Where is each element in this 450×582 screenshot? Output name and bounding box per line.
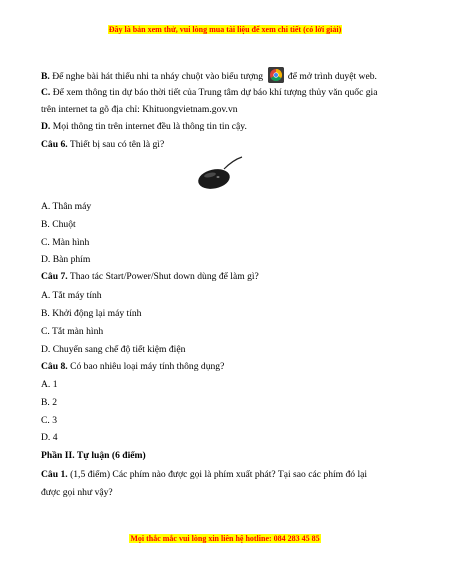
q6-option-b: B. Chuột xyxy=(41,219,76,230)
question-text: Có bao nhiêu loại máy tính thông dụng? xyxy=(70,361,225,372)
q6-option-c: C. Màn hình xyxy=(41,237,90,248)
question-text: được gọi như vậy? xyxy=(41,487,113,498)
option-text: Để xem thông tin dự báo thời tiết của Trung tâm dự báo khí tượng thủy văn quốc gia xyxy=(52,87,378,98)
q6-option-d: D. Bàn phím xyxy=(41,254,91,265)
question-6 xyxy=(41,139,164,151)
option-text: Mọi thông tin trên internet đều là thông tin tin cậy. xyxy=(52,121,247,132)
question-label: Câu 6. xyxy=(41,139,68,150)
question-text: Thiết bị sau có tên là gì? xyxy=(69,139,165,150)
option-c-line xyxy=(41,87,377,99)
part-2-heading: Phần II. Tự luận (6 điểm) xyxy=(41,450,146,461)
option-text: Để nghe bài hát thiếu nhi ta nháy chuột vào biểu tượng xyxy=(52,71,264,82)
question-8 xyxy=(41,361,224,373)
option-letter: C. xyxy=(41,87,51,98)
option-b-line xyxy=(41,67,377,83)
option-letter: B. xyxy=(41,71,50,82)
preview-banner xyxy=(0,25,450,34)
essay-question-1-cont xyxy=(41,487,113,499)
hotline-banner xyxy=(0,534,450,543)
q7-option-d: D. Chuyển sang chế độ tiết kiệm điện xyxy=(41,344,186,355)
question-label: Câu 1. xyxy=(41,469,68,480)
q8-option-b: B. 2 xyxy=(41,397,57,408)
essay-question-1 xyxy=(41,469,367,481)
question-7 xyxy=(41,271,259,283)
question-text: (1,5 điểm) Các phím nào được gọi là phím xuất phát? Tại sao các phím đó lại xyxy=(70,469,368,480)
preview-banner-text: Đây là bản xem thử, vui lòng mua tài liệu để xem chi tiết (có lời giải) xyxy=(108,25,342,34)
q6-option-a: A. Thân máy xyxy=(41,201,92,212)
option-letter: D. xyxy=(41,121,51,132)
option-d-line xyxy=(41,121,247,133)
q8-option-a: A. 1 xyxy=(41,379,58,390)
q8-option-c: C. 3 xyxy=(41,415,57,426)
option-text-post: để mở trình duyệt web. xyxy=(287,71,377,82)
q7-option-a: A. Tắt máy tính xyxy=(41,290,102,301)
q8-option-d: D. 4 xyxy=(41,432,58,443)
question-label: Câu 7. xyxy=(41,271,68,282)
option-text: trên internet ta gõ địa chỉ: Khituongvietnam.gov.vn xyxy=(41,104,238,115)
question-text: Thao tác Start/Power/Shut down dùng để làm gì? xyxy=(69,271,259,282)
q7-option-c: C. Tắt màn hình xyxy=(41,326,104,337)
hotline-banner-text: Mọi thắc mắc vui lòng xin liên hệ hotline: 084 283 45 85 xyxy=(130,534,320,543)
chrome-icon xyxy=(268,67,284,83)
computer-mouse-image xyxy=(196,155,246,198)
q7-option-b: B. Khởi động lại máy tính xyxy=(41,308,142,319)
question-label: Câu 8. xyxy=(41,361,68,372)
option-c-line-2 xyxy=(41,104,238,116)
